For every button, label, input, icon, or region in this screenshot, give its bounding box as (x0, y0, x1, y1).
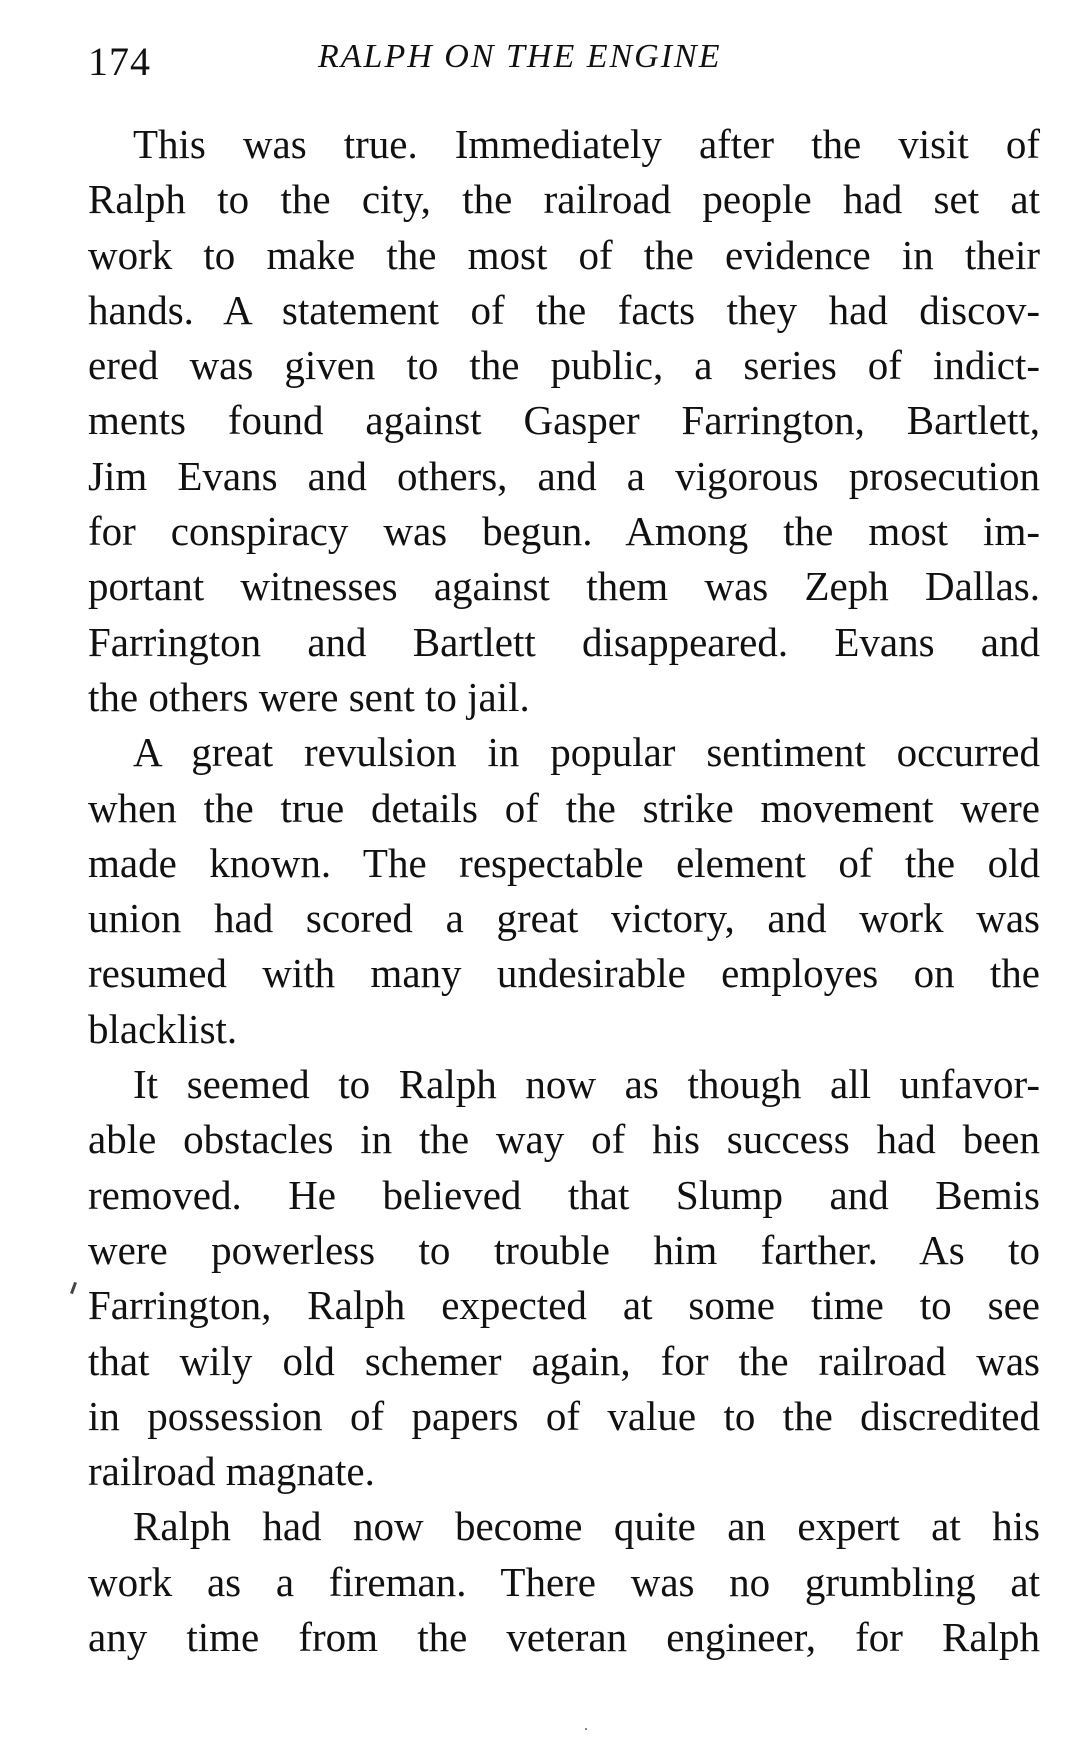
text-line: This was true. Immediately after the visit of (133, 121, 1040, 167)
text-line: when the true details of the strike movement were (88, 784, 1040, 831)
running-title: RALPH ON THE ENGINE (318, 38, 722, 75)
text-line: A great revulsion in popular sentiment occurred (133, 729, 1040, 776)
body-text (88, 117, 1040, 1665)
paragraph-4 (88, 1499, 1040, 1665)
text-line: were powerless to trouble him farther. As to (88, 1226, 1040, 1273)
text-line: blacklist. (88, 1005, 238, 1052)
scan-speck (585, 1728, 587, 1730)
text-line: work as a fireman. There was no grumbling at (88, 1558, 1040, 1605)
text-line: resumed with many undesirable employes on the (88, 950, 1040, 997)
text-line: portant witnesses against them was Zeph Dallas. (88, 563, 1040, 610)
margin-mark (70, 1282, 77, 1294)
text-line: hands. A statement of the facts they had discov- (88, 286, 1040, 333)
text-line: Farrington, Ralph expected at some time to see (88, 1282, 1040, 1329)
text-line: Jim Evans and others, and a vigorous prosecution (88, 452, 1040, 499)
text-line: Ralph had now become quite an expert at his (133, 1503, 1040, 1550)
text-line: Farrington and Bartlett disappeared. Evans and (88, 618, 1040, 665)
paragraph-3 (88, 1057, 1040, 1499)
paragraph-2 (88, 725, 1040, 1057)
text-line: the others were sent to jail. (88, 673, 530, 720)
paragraph-1 (88, 117, 1040, 725)
text-line: union had scored a great victory, and work was (88, 895, 1040, 942)
text-line: for conspiracy was begun. Among the most im- (88, 508, 1040, 555)
page-number: 174 (88, 39, 151, 84)
text-line: Ralph to the city, the railroad people had set at (88, 176, 1040, 223)
text-line: railroad magnate. (88, 1448, 375, 1495)
text-line: any time from the veteran engineer, for Ralph (88, 1614, 1040, 1661)
text-line: work to make the most of the evidence in their (88, 231, 1040, 278)
text-line: ered was given to the public, a series of indict- (88, 342, 1040, 389)
text-line: able obstacles in the way of his success had been (88, 1116, 1040, 1163)
running-head (88, 28, 1038, 88)
text-line: removed. He believed that Slump and Bemis (88, 1171, 1040, 1218)
text-line: that wily old schemer again, for the railroad was (88, 1337, 1040, 1384)
text-line: in possession of papers of value to the discredited (88, 1392, 1040, 1439)
text-line: ments found against Gasper Farrington, Bartlett, (88, 397, 1040, 444)
text-line: made known. The respectable element of the old (88, 839, 1040, 886)
text-line: It seemed to Ralph now as though all unfavor- (133, 1061, 1040, 1108)
